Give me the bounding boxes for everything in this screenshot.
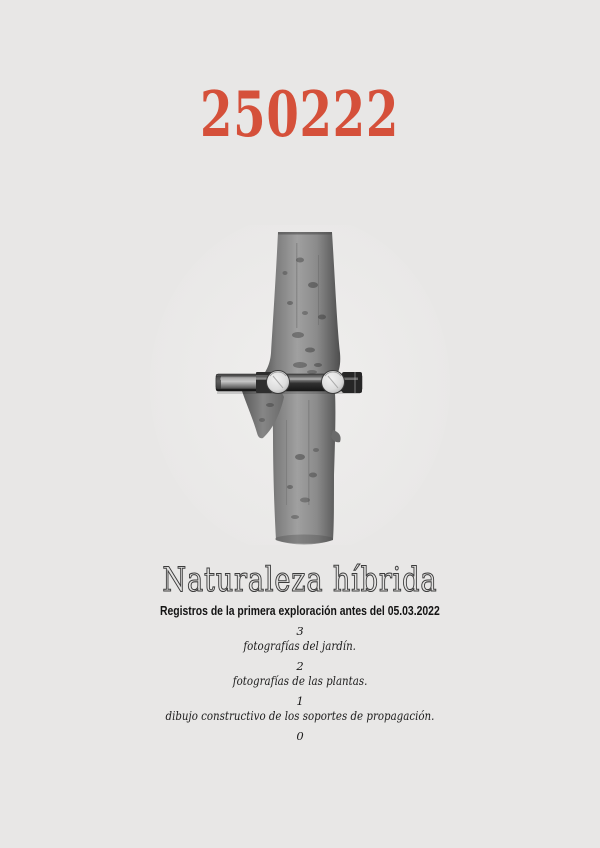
- trunk-bottom-shade: [275, 535, 333, 544]
- list-item: [0, 625, 600, 658]
- item-label: [0, 743, 600, 758]
- item-number: 0: [296, 729, 304, 743]
- subtitle-row: [0, 600, 600, 619]
- item-number: 2: [296, 659, 304, 673]
- index-list: [0, 625, 600, 760]
- list-item: [0, 660, 600, 693]
- title-row: [0, 560, 600, 600]
- branch-photo-illustration: [150, 225, 450, 545]
- item-label: dibujo constructivo de los soportes de propagación.: [165, 708, 435, 723]
- branch-photo: [150, 225, 450, 545]
- list-item: [0, 695, 600, 728]
- coupler-ring: [354, 372, 356, 393]
- date-code: 250222: [200, 77, 400, 151]
- item-label: fotografías del jardín.: [243, 638, 357, 653]
- item-number: 3: [296, 624, 304, 638]
- item-number: 1: [296, 694, 304, 708]
- rod-right-coupler: [342, 372, 362, 393]
- trunk-top-cut: [278, 232, 332, 235]
- item-label: fotografías de las plantas.: [232, 673, 368, 688]
- page-subtitle: Registros de la primera exploración antes del 05.03.2022: [160, 603, 440, 618]
- header-code-row: [0, 77, 600, 151]
- list-item: [0, 730, 600, 758]
- page-title: Naturaleza híbrida: [162, 560, 438, 600]
